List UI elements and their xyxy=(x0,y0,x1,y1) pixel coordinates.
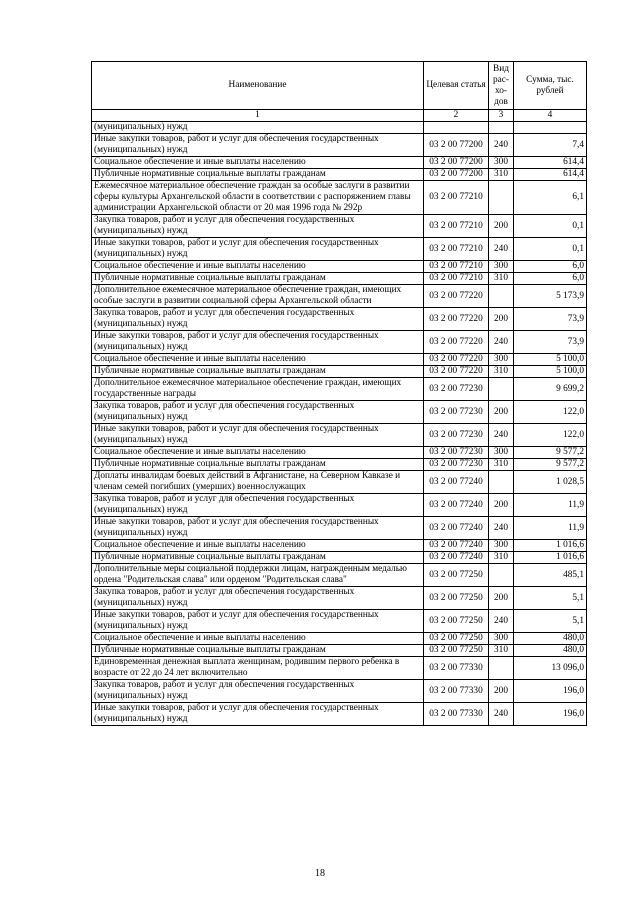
row-name-cell: Иные закупки товаров, работ и услуг для обеспечения государственных (муниципальных) нужд xyxy=(92,134,424,157)
target-article-cell: 03 2 00 77240 xyxy=(424,494,489,517)
expense-type-cell: 200 xyxy=(489,587,514,610)
expense-type-cell: 200 xyxy=(489,401,514,424)
expense-type-cell xyxy=(489,122,514,134)
row-name-cell: Социальное обеспечение и иные выплаты населению xyxy=(92,540,424,552)
row-name-cell: Закупка товаров, работ и услуг для обеспечения государственных (муниципальных) нужд xyxy=(92,215,424,238)
sum-cell: 196,0 xyxy=(514,703,587,726)
sum-cell: 9 699,2 xyxy=(514,378,587,401)
target-article-cell: 03 2 00 77220 xyxy=(424,354,489,366)
page-number: 18 xyxy=(315,868,325,879)
target-article-cell: 03 2 00 77230 xyxy=(424,378,489,401)
row-name-cell: Иные закупки товаров, работ и услуг для обеспечения государственных (муниципальных) нужд xyxy=(92,238,424,261)
row-name-cell: Дополнительные меры социальной поддержки лицам, награжденным медалью ордена "Родительская слава" или орденом "Родительская слава" xyxy=(92,564,424,587)
table-row xyxy=(92,564,587,587)
row-name-cell: Публичные нормативные социальные выплаты гражданам xyxy=(92,459,424,471)
target-article-cell: 03 2 00 77240 xyxy=(424,517,489,540)
table-row xyxy=(92,645,587,657)
row-name-cell: Иные закупки товаров, работ и услуг для обеспечения государственных (муниципальных) нужд xyxy=(92,424,424,447)
expense-type-cell: 300 xyxy=(489,633,514,645)
target-article-cell: 03 2 00 77220 xyxy=(424,366,489,378)
expense-type-cell: 300 xyxy=(489,540,514,552)
table-row xyxy=(92,157,587,169)
sum-cell: 5 173,9 xyxy=(514,285,587,308)
row-name-cell: Публичные нормативные социальные выплаты гражданам xyxy=(92,366,424,378)
expense-type-cell: 240 xyxy=(489,703,514,726)
sum-cell: 6,1 xyxy=(514,181,587,215)
sum-cell: 5 100,0 xyxy=(514,354,587,366)
sum-cell: 1 016,6 xyxy=(514,552,587,564)
table-row xyxy=(92,657,587,680)
target-article-cell: 03 2 00 77220 xyxy=(424,285,489,308)
expense-type-cell: 240 xyxy=(489,134,514,157)
table-row xyxy=(92,552,587,564)
row-name-cell: Ежемесячное материальное обеспечение граждан за особые заслуги в развитии сферы культуры Архангельской области в соответствии с распоряжением главы администрации Архангельской области от 20 мая 1996 года № 292р xyxy=(92,181,424,215)
table-row xyxy=(92,424,587,447)
row-name-cell: Социальное обеспечение и иные выплаты населению xyxy=(92,261,424,273)
expense-type-cell: 200 xyxy=(489,215,514,238)
target-article-cell: 03 2 00 77230 xyxy=(424,447,489,459)
target-article-cell: 03 2 00 77330 xyxy=(424,657,489,680)
sum-cell: 480,0 xyxy=(514,645,587,657)
table-row xyxy=(92,122,587,134)
target-article-cell: 03 2 00 77230 xyxy=(424,401,489,424)
header-target-article: Целевая статья xyxy=(424,62,489,110)
column-number-3: 3 xyxy=(489,110,514,122)
table-header xyxy=(92,62,587,122)
target-article-cell: 03 2 00 77200 xyxy=(424,157,489,169)
row-name-cell: Социальное обеспечение и иные выплаты населению xyxy=(92,447,424,459)
sum-cell: 11,9 xyxy=(514,494,587,517)
target-article-cell: 03 2 00 77210 xyxy=(424,181,489,215)
header-sum: Сумма, тыс. рублей xyxy=(514,62,587,110)
row-name-cell: Иные закупки товаров, работ и услуг для обеспечения государственных (муниципальных) нужд xyxy=(92,610,424,633)
table-row xyxy=(92,680,587,703)
table-row xyxy=(92,401,587,424)
sum-cell: 614,4 xyxy=(514,169,587,181)
row-name-cell: (муниципальных) нужд xyxy=(92,122,424,134)
row-name-cell: Единовременная денежная выплата женщинам, родившим первого ребенка в возрасте от 22 до 24 лет включительно xyxy=(92,657,424,680)
row-name-cell: Иные закупки товаров, работ и услуг для обеспечения государственных (муниципальных) нужд xyxy=(92,517,424,540)
column-number-4: 4 xyxy=(514,110,587,122)
expense-type-cell: 240 xyxy=(489,331,514,354)
sum-cell: 1 028,5 xyxy=(514,471,587,494)
target-article-cell: 03 2 00 77210 xyxy=(424,238,489,261)
expense-type-cell: 240 xyxy=(489,610,514,633)
sum-cell: 1 016,6 xyxy=(514,540,587,552)
sum-cell: 122,0 xyxy=(514,424,587,447)
row-name-cell: Иные закупки товаров, работ и услуг для обеспечения государственных (муниципальных) нужд xyxy=(92,331,424,354)
expense-type-cell: 300 xyxy=(489,447,514,459)
table-row xyxy=(92,238,587,261)
sum-cell: 7,4 xyxy=(514,134,587,157)
header-expense-type: Вид рас-хо-дов xyxy=(489,62,514,110)
header-row xyxy=(92,62,587,110)
table-row xyxy=(92,540,587,552)
row-name-cell: Дополнительное ежемесячное материальное обеспечение граждан, имеющих государственные награды xyxy=(92,378,424,401)
expense-type-cell: 300 xyxy=(489,157,514,169)
expense-type-cell: 310 xyxy=(489,645,514,657)
budget-table xyxy=(91,61,587,726)
target-article-cell: 03 2 00 77220 xyxy=(424,308,489,331)
row-name-cell: Социальное обеспечение и иные выплаты населению xyxy=(92,157,424,169)
target-article-cell: 03 2 00 77240 xyxy=(424,471,489,494)
table-row xyxy=(92,134,587,157)
expense-type-cell xyxy=(489,378,514,401)
row-name-cell: Закупка товаров, работ и услуг для обеспечения государственных (муниципальных) нужд xyxy=(92,401,424,424)
table-row xyxy=(92,285,587,308)
target-article-cell: 03 2 00 77200 xyxy=(424,134,489,157)
expense-type-cell: 240 xyxy=(489,238,514,261)
sum-cell xyxy=(514,122,587,134)
target-article-cell: 03 2 00 77210 xyxy=(424,261,489,273)
table-row xyxy=(92,587,587,610)
expense-type-cell: 310 xyxy=(489,169,514,181)
table-row xyxy=(92,273,587,285)
expense-type-cell: 310 xyxy=(489,366,514,378)
sum-cell: 6,0 xyxy=(514,273,587,285)
target-article-cell: 03 2 00 77250 xyxy=(424,610,489,633)
expense-type-cell: 200 xyxy=(489,308,514,331)
table-row xyxy=(92,181,587,215)
target-article-cell: 03 2 00 77250 xyxy=(424,587,489,610)
target-article-cell: 03 2 00 77250 xyxy=(424,645,489,657)
row-name-cell: Публичные нормативные социальные выплаты гражданам xyxy=(92,273,424,285)
sum-cell: 9 577,2 xyxy=(514,447,587,459)
row-name-cell: Социальное обеспечение и иные выплаты населению xyxy=(92,354,424,366)
sum-cell: 5,1 xyxy=(514,587,587,610)
row-name-cell: Закупка товаров, работ и услуг для обеспечения государственных (муниципальных) нужд xyxy=(92,680,424,703)
sum-cell: 5 100,0 xyxy=(514,366,587,378)
row-name-cell: Социальное обеспечение и иные выплаты населению xyxy=(92,633,424,645)
sum-cell: 6,0 xyxy=(514,261,587,273)
target-article-cell: 03 2 00 77210 xyxy=(424,215,489,238)
target-article-cell: 03 2 00 77240 xyxy=(424,540,489,552)
table-row xyxy=(92,610,587,633)
table-row xyxy=(92,517,587,540)
target-article-cell: 03 2 00 77230 xyxy=(424,459,489,471)
row-name-cell: Доплаты инвалидам боевых действий в Афганистане, на Северном Кавказе и членам семей погибших (умерших) военнослужащих xyxy=(92,471,424,494)
target-article-cell: 03 2 00 77220 xyxy=(424,331,489,354)
sum-cell: 122,0 xyxy=(514,401,587,424)
table-row xyxy=(92,354,587,366)
expense-type-cell xyxy=(489,285,514,308)
column-number-row xyxy=(92,110,587,122)
table-row xyxy=(92,308,587,331)
target-article-cell: 03 2 00 77250 xyxy=(424,633,489,645)
sum-cell: 13 096,0 xyxy=(514,657,587,680)
expense-type-cell: 240 xyxy=(489,424,514,447)
table-row xyxy=(92,366,587,378)
sum-cell: 73,9 xyxy=(514,331,587,354)
table-body xyxy=(92,122,587,726)
expense-type-cell: 200 xyxy=(489,680,514,703)
sum-cell: 480,0 xyxy=(514,633,587,645)
row-name-cell: Закупка товаров, работ и услуг для обеспечения государственных (муниципальных) нужд xyxy=(92,494,424,517)
sum-cell: 73,9 xyxy=(514,308,587,331)
expense-type-cell xyxy=(489,564,514,587)
target-article-cell: 03 2 00 77240 xyxy=(424,552,489,564)
table-row xyxy=(92,378,587,401)
target-article-cell: 03 2 00 77200 xyxy=(424,169,489,181)
expense-type-cell: 310 xyxy=(489,459,514,471)
table-row xyxy=(92,331,587,354)
table-row xyxy=(92,215,587,238)
row-name-cell: Публичные нормативные социальные выплаты гражданам xyxy=(92,169,424,181)
sum-cell: 196,0 xyxy=(514,680,587,703)
row-name-cell: Иные закупки товаров, работ и услуг для обеспечения государственных (муниципальных) нужд xyxy=(92,703,424,726)
expense-type-cell: 300 xyxy=(489,354,514,366)
expense-type-cell xyxy=(489,471,514,494)
sum-cell: 0,1 xyxy=(514,238,587,261)
table-row xyxy=(92,494,587,517)
column-number-1: 1 xyxy=(92,110,424,122)
sum-cell: 11,9 xyxy=(514,517,587,540)
target-article-cell xyxy=(424,122,489,134)
expense-type-cell: 310 xyxy=(489,552,514,564)
sum-cell: 5,1 xyxy=(514,610,587,633)
table-row xyxy=(92,447,587,459)
row-name-cell: Публичные нормативные социальные выплаты гражданам xyxy=(92,552,424,564)
row-name-cell: Публичные нормативные социальные выплаты гражданам xyxy=(92,645,424,657)
table-row xyxy=(92,459,587,471)
row-name-cell: Закупка товаров, работ и услуг для обеспечения государственных (муниципальных) нужд xyxy=(92,308,424,331)
target-article-cell: 03 2 00 77330 xyxy=(424,680,489,703)
expense-type-cell xyxy=(489,181,514,215)
expense-type-cell xyxy=(489,657,514,680)
sum-cell: 485,1 xyxy=(514,564,587,587)
sum-cell: 0,1 xyxy=(514,215,587,238)
expense-type-cell: 300 xyxy=(489,261,514,273)
table-row xyxy=(92,471,587,494)
table-row xyxy=(92,633,587,645)
header-name: Наименование xyxy=(92,62,424,110)
target-article-cell: 03 2 00 77250 xyxy=(424,564,489,587)
expense-type-cell: 240 xyxy=(489,517,514,540)
column-number-2: 2 xyxy=(424,110,489,122)
target-article-cell: 03 2 00 77210 xyxy=(424,273,489,285)
sum-cell: 614,4 xyxy=(514,157,587,169)
table-row xyxy=(92,169,587,181)
sum-cell: 9 577,2 xyxy=(514,459,587,471)
expense-type-cell: 200 xyxy=(489,494,514,517)
target-article-cell: 03 2 00 77230 xyxy=(424,424,489,447)
table-row xyxy=(92,703,587,726)
target-article-cell: 03 2 00 77330 xyxy=(424,703,489,726)
expense-type-cell: 310 xyxy=(489,273,514,285)
table-row xyxy=(92,261,587,273)
row-name-cell: Закупка товаров, работ и услуг для обеспечения государственных (муниципальных) нужд xyxy=(92,587,424,610)
row-name-cell: Дополнительное ежемесячное материальное обеспечение граждан, имеющих особые заслуги в развитии социальной сферы Архангельской области xyxy=(92,285,424,308)
